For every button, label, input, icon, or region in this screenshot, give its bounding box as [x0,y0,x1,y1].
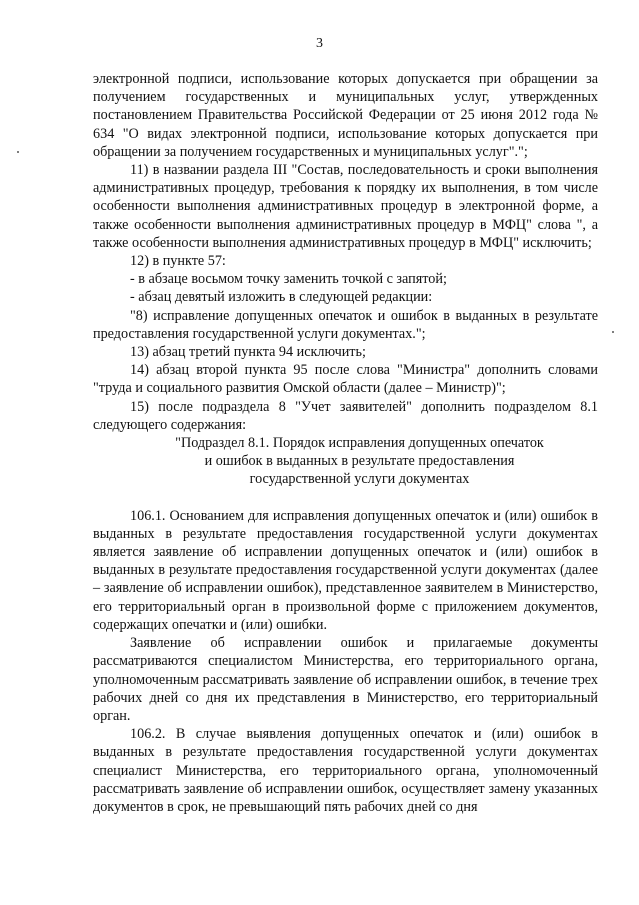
subsection-heading-line1: "Подраздел 8.1. Порядок исправления допущенных опечаток [175,435,544,452]
subsection-heading-line3: государственной услуги документах [249,471,470,488]
paragraph-item-14: 14) абзац второй пункта 95 после слова "Министра" дополнить словами "труда и социального развития Омской области (далее – Министр)"; [93,362,598,397]
clause-106-2: 106.2. В случае выявления допущенных опечаток и (или) ошибок в выданных в результате предоставления государственной услуги документах специалист Министерства, его территориального органа, уполномоченный рассматривать заявление об исправлении ошибок, осуществляет замену указанных документов в срок, не превышающий пять рабочих дней со дня [93,726,598,815]
paragraph-item-15: 15) после подраздела 8 "Учет заявителей" дополнить подразделом 8.1 следующего содержания: [93,398,598,433]
subsection-heading [93,434,598,489]
scan-speck-mark [17,151,19,153]
clause-106-1-review: Заявление об исправлении ошибок и прилагаемые документы рассматриваются специалистом Министерства, его территориального органа, уполномоченным рассматривать заявление об исправлении ошибок, в течение трех рабочих дней со дня их представления в Министерство, его территориальный орган. [93,635,598,724]
paragraph-item-12-sub1: - в абзаце восьмом точку заменить точкой с запятой; [130,271,447,288]
paragraph-item-12: 12) в пункте 57: [130,253,226,270]
subsection-heading-line2: и ошибок в выданных в результате предоставления [204,453,515,470]
paragraph-continuation: электронной подписи, использование которых допускается при обращении за получением государственных и муниципальных услуг, утвержденных постановлением Правительства Российской Федерации от 25 июня 2012 года № 634 "О видах электронной подписи, использование которых допускается при обращении за получением государственных и муниципальных услуг"."; [93,71,598,160]
document-body [93,70,598,816]
paragraph-item-12-sub2: - абзац девятый изложить в следующей редакции: [130,289,433,306]
paragraph-item-12-quote: "8) исправление допущенных опечаток и ошибок в выданных в результате предоставления государственной услуги документах."; [93,307,598,342]
scan-speck-mark [612,331,614,333]
page-number: 3 [316,36,323,51]
paragraph-item-11: 11) в названии раздела III "Состав, последовательность и сроки выполнения административных процедур, требования к порядку их выполнения, в том числе особенности выполнения административных процедур в электронной форме, а также особенности выполнения административных процедур в МФЦ" слова ", а также особенности выполнения административных процедур в МФЦ" исключить; [93,162,598,251]
paragraph-item-13: 13) абзац третий пункта 94 исключить; [130,344,366,361]
clause-106-1: 106.1. Основанием для исправления допущенных опечаток и (или) ошибок в выданных в результате предоставления государственной услуги документах является заявление об исправлении допущенных опечаток и (или) ошибок в выданных в результате предоставления государственной услуги документах (далее – заявление об исправлении ошибок), представленное заявителем в Министерство, его территориальный орган в произвольной форме с приложением документов, содержащих опечатки и (или) ошибки. [93,507,598,633]
heading-spacer [93,489,598,507]
